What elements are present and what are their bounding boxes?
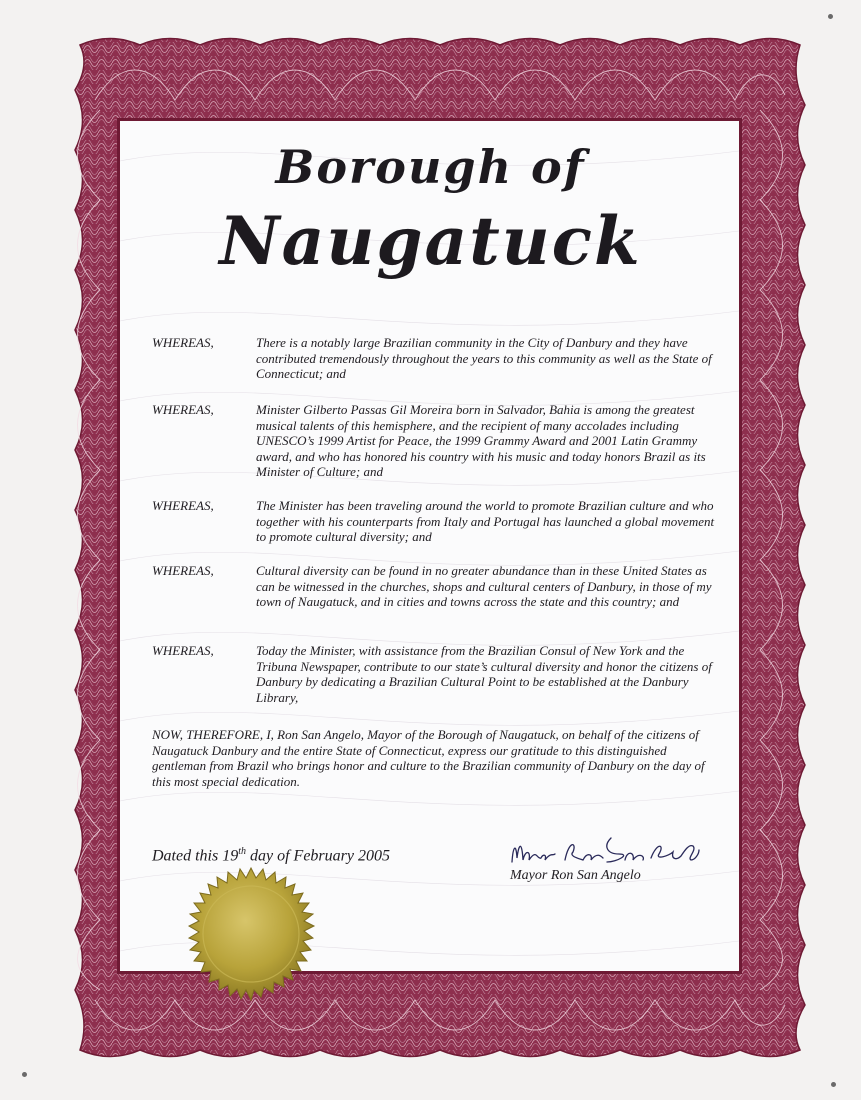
whereas-label: WHEREAS, bbox=[152, 563, 214, 578]
dated-suffix: day of February 2005 bbox=[246, 847, 390, 865]
dated-prefix: Dated this 19 bbox=[152, 847, 239, 865]
whereas-label: WHEREAS, bbox=[152, 498, 214, 513]
now-therefore-paragraph: NOW, THEREFORE, I, Ron San Angelo, Mayor of the Borough of Naugatuck, on behalf of the citizens of Naugatuck Danbury and the entire State of Connecticut, express our gratitude to this distinguished gentleman from Brazil who brings honor and culture to the Brazilian community of Danbury on the day of this most special dedication. bbox=[152, 727, 705, 789]
whereas-clause-2 bbox=[152, 402, 722, 482]
whereas-clause-1 bbox=[152, 335, 722, 385]
punch-hole bbox=[831, 1082, 836, 1087]
gold-seal bbox=[166, 866, 336, 1036]
handwritten-signature bbox=[507, 832, 707, 872]
whereas-text: Cultural diversity can be found in no greater abundance than in these United States as can be witnessed in the churches, shops and cultural centers of Danbury, in those of my town of Naugatuck, and in cities and towns across the state and this country; and bbox=[256, 563, 712, 609]
dated-line bbox=[152, 846, 390, 865]
title-naugatuck: Naugatuck bbox=[219, 202, 642, 280]
whereas-label: WHEREAS, bbox=[152, 643, 214, 658]
whereas-label: WHEREAS, bbox=[152, 335, 214, 350]
whereas-clause-4 bbox=[152, 563, 722, 627]
whereas-text: Today the Minister, with assistance from the Brazilian Consul of New York and the Tribuna Newspaper, contribute to our state’s cultural diversity and honor the citizens of Danbury by dedicating a Brazilian Cultural Point to be established at the Danbury Library, bbox=[256, 643, 712, 705]
whereas-text: Minister Gilberto Passas Gil Moreira born in Salvador, Bahia is among the greatest musical talents of this hemisphere, and the recipient of many accolades including UNESCO’s 1999 Artist for Peace, the 1999 Grammy Award and 2001 Latin Grammy award, and who has honored his country with his music and today honors Brazil as its Minister of Culture; and bbox=[256, 402, 706, 479]
whereas-clause-5 bbox=[152, 643, 722, 707]
signatory-name: Mayor Ron San Angelo bbox=[510, 868, 641, 883]
punch-hole bbox=[22, 1072, 27, 1077]
punch-hole bbox=[828, 14, 833, 19]
whereas-clause-3 bbox=[152, 498, 722, 548]
whereas-text: The Minister has been traveling around the world to promote Brazilian culture and who together with his counterparts from Italy and Portugal has launched a global movement to promote cultural diversity; and bbox=[256, 498, 715, 544]
whereas-text: There is a notably large Brazilian community in the City of Danbury and they have contributed tremendously throughout the years to this community as well as the State of Connecticut; and bbox=[256, 335, 712, 381]
whereas-label: WHEREAS, bbox=[152, 402, 214, 417]
title-borough-of: Borough of bbox=[275, 140, 586, 194]
dated-ordinal: th bbox=[238, 846, 246, 857]
